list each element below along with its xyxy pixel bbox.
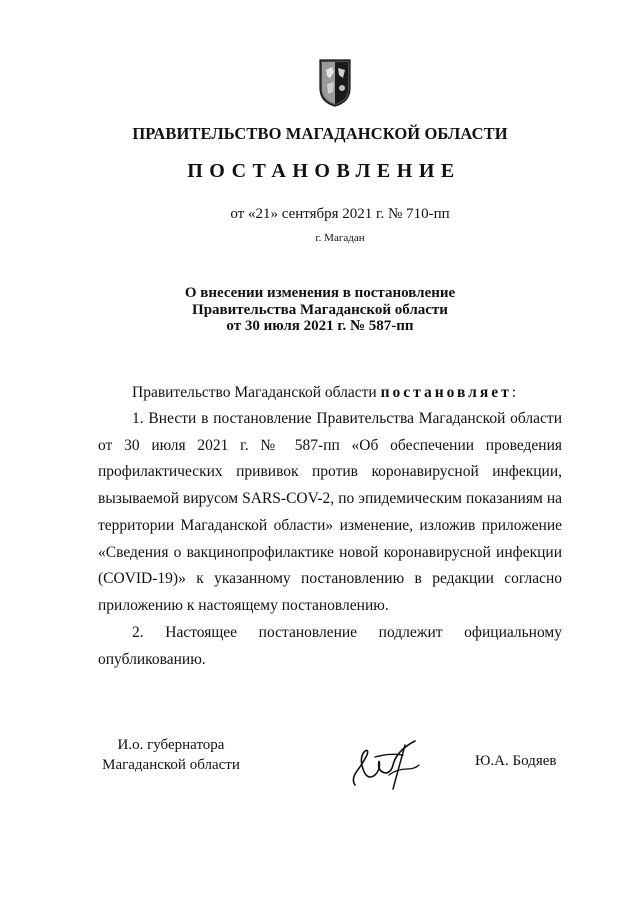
intro-decree-word: постановляет — [380, 384, 512, 401]
position-line-2: Магаданской области — [102, 757, 240, 773]
paragraph-2: 2. Настоящее постановление подлежит официальному опубликованию. — [98, 624, 562, 668]
document-type: ПОСТАНОВЛЕНИЕ — [187, 160, 461, 182]
handwritten-signature — [345, 735, 427, 795]
intro-suffix: : — [511, 384, 517, 401]
paragraph-1: 1. Внести в постановление Правительства Магаданской области от 30 июля 2021 г. № 587-пп «Об обеспечении проведения профилактических прививок против коронавирусной инфекции, вызываемой вирусом SARS-COV-2, по эпидемическим показаниям на территории Магаданской области» изменение, изложив приложение «Сведения о вакцинопрофилактике новой коронавирусной инфекции (COVID-19)» к указанному постановлению в редакции согласно приложению к настоящему постановлению. — [98, 410, 562, 614]
subject-line-1: О внесении изменения в постановление — [184, 285, 456, 301]
document-subject — [0, 285, 640, 335]
resolution-intro — [98, 380, 562, 407]
signatory-name: Ю.А. Бодяев — [475, 753, 557, 769]
government-title: ПРАВИТЕЛЬСТВО МАГАДАНСКОЙ ОБЛАСТИ — [132, 124, 508, 143]
subject-line-3: от 30 июля 2021 г. № 587-пп — [226, 318, 414, 334]
position-line-1: И.о. губернатора — [117, 737, 225, 753]
subject-line-2: Правительства Магаданской области — [192, 301, 448, 318]
document-date-number: от «21» сентября 2021 г. № 710-пп — [230, 206, 450, 222]
signatory-position — [100, 735, 242, 775]
document-city: г. Магадан — [315, 232, 365, 244]
coat-of-arms-icon — [318, 58, 352, 108]
intro-prefix: Правительство Магаданской области — [132, 384, 381, 401]
